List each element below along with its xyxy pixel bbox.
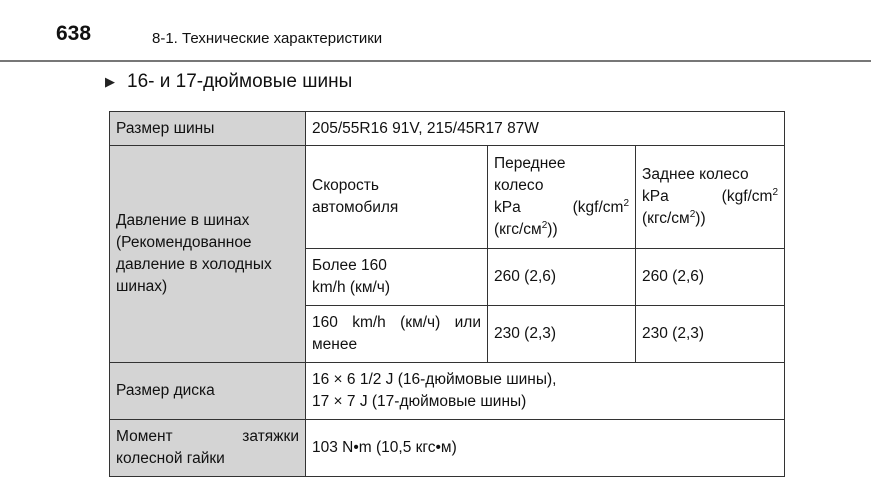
- unit-kgs: (кгс/см: [642, 210, 690, 227]
- col-speed-header: [306, 146, 488, 249]
- header-divider: [0, 60, 871, 62]
- table-row: [110, 420, 785, 477]
- col-speed-line: Скорость: [312, 177, 379, 194]
- table-row: [110, 112, 785, 146]
- tire-spec-table: [109, 111, 785, 477]
- triangle-bullet-icon: ▶: [105, 74, 115, 89]
- wheel-size-value: [306, 363, 785, 420]
- speed-cell: [306, 249, 488, 306]
- speed-line: 160 km/h (км/ч) или: [312, 314, 481, 331]
- section-title: 8-1. Технические характеристики: [152, 30, 383, 47]
- front-pressure-cell: 230 (2,3): [488, 306, 636, 363]
- wheel-size-label: Размер диска: [110, 363, 306, 420]
- front-pressure-cell: 260 (2,6): [488, 249, 636, 306]
- pressure-label: [110, 146, 306, 363]
- unit-kgs: (кгс/см: [494, 221, 542, 238]
- speed-line: km/h (км/ч): [312, 279, 391, 296]
- col-rear-unit2: [642, 208, 778, 230]
- col-front-header: [488, 146, 636, 249]
- torque-label-line: колесной гайки: [116, 450, 225, 467]
- unit-close: )): [695, 210, 706, 227]
- col-front-unit2: [494, 219, 629, 241]
- unit-kgf: (kgf/cm: [721, 188, 773, 205]
- pressure-label-line: (Рекомендованное: [116, 234, 252, 251]
- page-number: 638: [56, 22, 92, 45]
- unit-sup: 2: [772, 186, 779, 198]
- wheel-size-line: 16 × 6 1/2 J (16-дюймовые шины),: [312, 371, 557, 388]
- speed-line: менее: [312, 336, 358, 353]
- col-rear-line: Заднее колесо: [642, 166, 749, 183]
- unit-sup: 2: [541, 219, 548, 231]
- tire-size-label: Размер шины: [110, 112, 306, 146]
- speed-line: Более 160: [312, 257, 387, 274]
- wheel-size-line: 17 × 7 J (17-дюймовые шины): [312, 393, 527, 410]
- pressure-label-line: Давление в шинах: [116, 212, 250, 229]
- col-front-line: колесо: [494, 177, 544, 194]
- unit-kpa: kPa: [642, 188, 669, 205]
- unit-kpa: kPa: [494, 199, 521, 216]
- col-front-line: Переднее: [494, 155, 566, 172]
- pressure-label-line: шинах): [116, 278, 168, 295]
- table-row: [110, 363, 785, 420]
- col-front-unit: [494, 197, 629, 219]
- torque-label: [110, 420, 306, 477]
- unit-kgf: (kgf/cm: [572, 199, 624, 216]
- speed-cell: [306, 306, 488, 363]
- col-rear-unit: [642, 186, 778, 208]
- pressure-label-line: давление в холодных: [116, 256, 272, 273]
- torque-value: 103 N•m (10,5 кгс•м): [306, 420, 785, 477]
- table-row: [110, 146, 785, 249]
- unit-close: )): [547, 221, 558, 238]
- torque-label-line: Момент затяжки: [116, 428, 299, 445]
- col-speed-line: автомобиля: [312, 199, 399, 216]
- unit-sup: 2: [689, 208, 696, 220]
- rear-pressure-cell: 260 (2,6): [636, 249, 785, 306]
- subheading-text: 16- и 17-дюймовые шины: [127, 71, 353, 92]
- subheading: [105, 71, 352, 93]
- rear-pressure-cell: 230 (2,3): [636, 306, 785, 363]
- unit-sup: 2: [623, 197, 629, 209]
- col-rear-header: [636, 146, 785, 249]
- tire-size-value: 205/55R16 91V, 215/45R17 87W: [306, 112, 785, 146]
